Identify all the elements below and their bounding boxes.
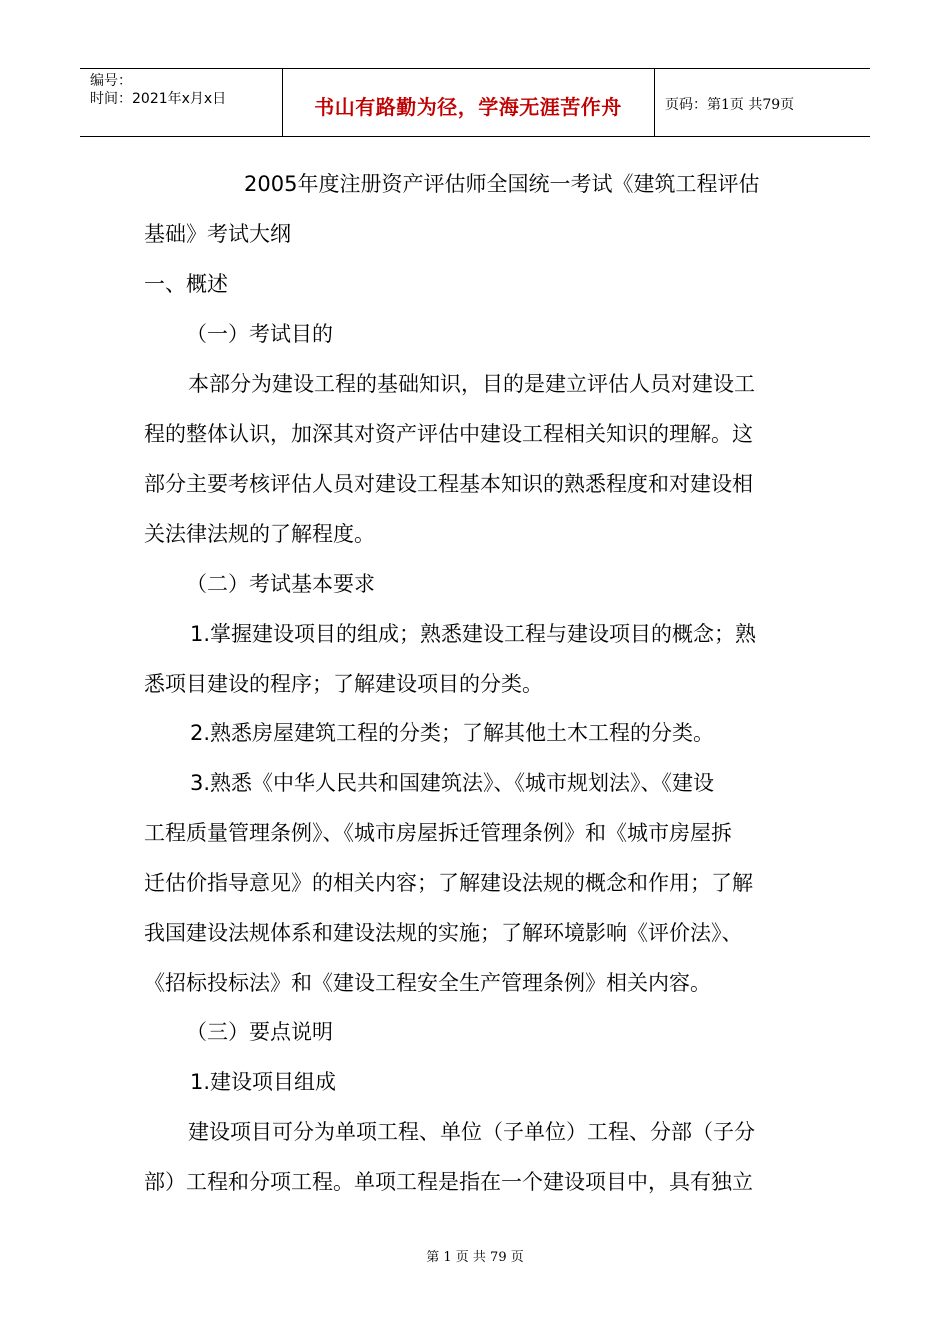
paragraph-line: 本部分为建设工程的基础知识，目的是建立评估人员对建设工 bbox=[188, 372, 755, 396]
header-page-cell bbox=[655, 69, 870, 136]
document-title-line-1: 2005年度注册资产评估师全国统一考试《建筑工程评估 bbox=[244, 172, 760, 196]
subsection-heading: （三）要点说明 bbox=[186, 1020, 333, 1044]
paragraph-line: 程的整体认识，加深其对资产评估中建设工程相关知识的理解。这 bbox=[144, 422, 753, 446]
document-number: 编号： bbox=[90, 73, 132, 89]
page-header bbox=[80, 68, 870, 137]
document-date: 时间：2021年x月x日 bbox=[90, 91, 227, 107]
paragraph-line: 2.熟悉房屋建筑工程的分类；了解其他土木工程的分类。 bbox=[190, 721, 715, 745]
paragraph-line: 1.掌握建设项目的组成；熟悉建设工程与建设项目的概念；熟 bbox=[190, 622, 757, 646]
paragraph-line: 3.熟悉《中华人民共和国建筑法》、《城市规划法》、《建设 bbox=[190, 771, 715, 795]
paragraph-line: 工程质量管理条例》、《城市房屋拆迁管理条例》和《城市房屋拆 bbox=[144, 821, 732, 845]
paragraph-line: 建设项目可分为单项工程、单位（子单位）工程、分部（子分 bbox=[188, 1120, 755, 1144]
subsection-heading: （二）考试基本要求 bbox=[186, 572, 375, 596]
paragraph-line: 部）工程和分项工程。单项工程是指在一个建设项目中，具有独立 bbox=[144, 1170, 753, 1194]
header-motto: 书山有路勤为径，学海无涯苦作舟 bbox=[314, 95, 622, 119]
document-title-line-2: 基础》考试大纲 bbox=[144, 222, 291, 246]
page-footer: 第 1 页 共 79 页 bbox=[426, 1250, 524, 1265]
paragraph-line: 悉项目建设的程序；了解建设项目的分类。 bbox=[144, 672, 543, 696]
subsection-heading: （一）考试目的 bbox=[186, 322, 333, 346]
paragraph-line: 部分主要考核评估人员对建设工程基本知识的熟悉程度和对建设相 bbox=[144, 472, 753, 496]
section-heading: 一、概述 bbox=[144, 272, 228, 296]
paragraph-line: 迁估价指导意见》的相关内容；了解建设法规的概念和作用；了解 bbox=[144, 871, 753, 895]
paragraph-line: 关法律法规的了解程度。 bbox=[144, 522, 375, 546]
point-heading: 1.建设项目组成 bbox=[190, 1070, 337, 1094]
header-meta-cell bbox=[80, 69, 283, 136]
header-page-info: 页码：第1页 共79页 bbox=[665, 97, 795, 113]
paragraph-line: 《招标投标法》和《建设工程安全生产管理条例》相关内容。 bbox=[144, 971, 711, 995]
paragraph-line: 我国建设法规体系和建设法规的实施；了解环境影响《评价法》、 bbox=[144, 921, 743, 945]
header-motto-cell bbox=[282, 69, 655, 136]
